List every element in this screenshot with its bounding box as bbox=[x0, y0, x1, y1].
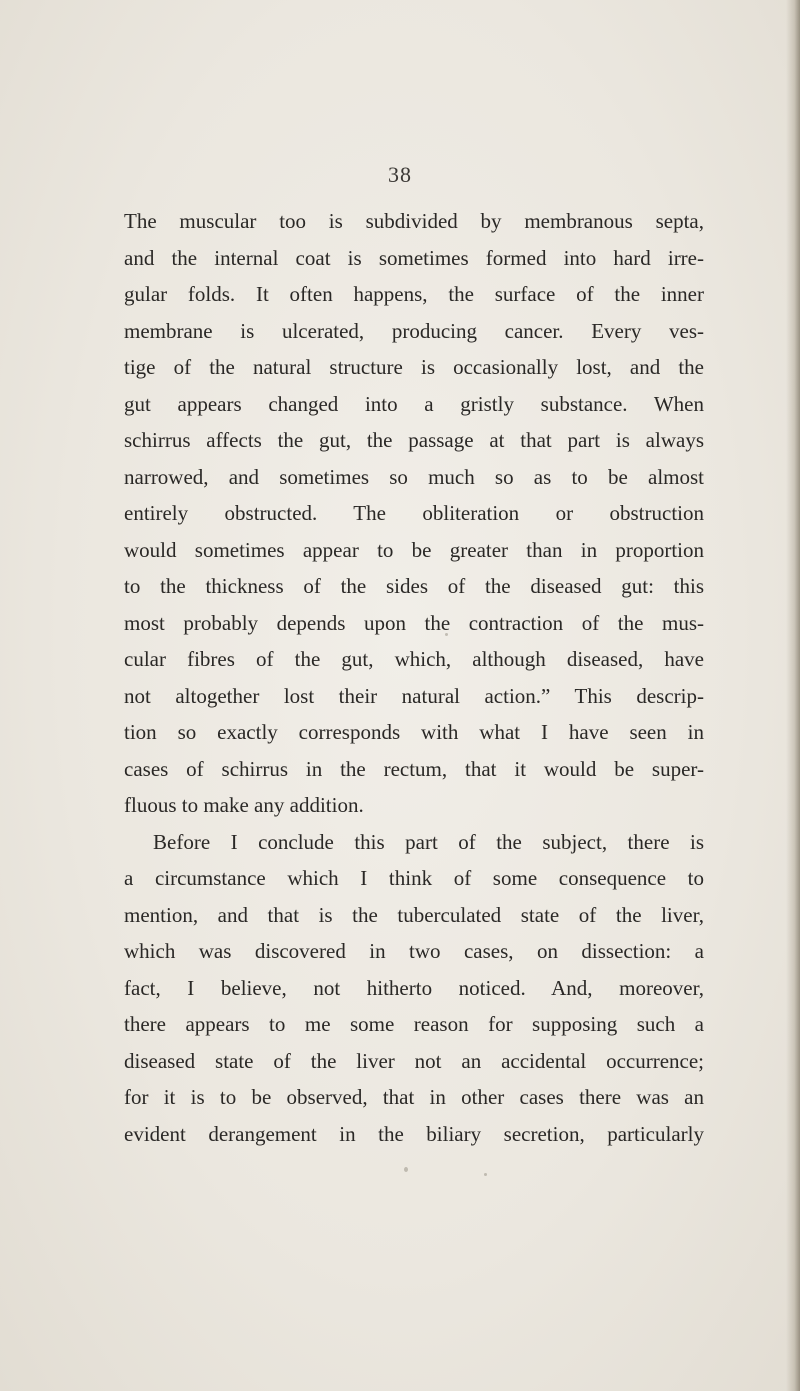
text-line: and the internal coat is sometimes formed into hard irre- bbox=[124, 245, 704, 270]
text-line: The muscular too is subdivided by membranous septa, bbox=[124, 209, 704, 233]
text-line: cases of schirrus in the rectum, that it would be super- bbox=[124, 756, 704, 781]
text-line: would sometimes appear to be greater than in proportion bbox=[124, 537, 704, 562]
text-line: mention, and that is the tuberculated state of the liver, bbox=[124, 902, 704, 927]
text-line: membrane is ulcerated, producing cancer. Every ves- bbox=[124, 318, 704, 343]
text-line: diseased state of the liver not an accidental occurrence; bbox=[124, 1048, 704, 1073]
text-line: to the thickness of the sides of the diseased gut: this bbox=[124, 574, 704, 598]
text-line: fact, I believe, not hitherto noticed. And, moreover, bbox=[124, 975, 704, 1000]
text-line: schirrus affects the gut, the passage at that part is always bbox=[124, 428, 704, 452]
paragraph-end-line: fluous to make any addition. bbox=[124, 793, 364, 817]
text-line: evident derangement in the biliary secretion, particularly bbox=[124, 1121, 704, 1146]
text-line: narrowed, and sometimes so much so as to be almost bbox=[124, 464, 704, 489]
text-line: cular fibres of the gut, which, although diseased, have bbox=[124, 647, 704, 671]
text-line: not altogether lost their natural action.” This descrip- bbox=[124, 683, 704, 708]
paper-speck bbox=[484, 1173, 487, 1176]
paper-speck bbox=[445, 633, 448, 636]
page-number: 38 bbox=[388, 162, 412, 187]
paper-speck bbox=[404, 1167, 408, 1172]
text-line: entirely obstructed. The obliteration or obstruction bbox=[124, 501, 704, 525]
paragraph-start-line: Before I conclude this part of the subject, there is bbox=[153, 829, 704, 854]
text-line: tige of the natural structure is occasionally lost, and the bbox=[124, 355, 704, 379]
page-edge-shadow bbox=[786, 0, 800, 1391]
text-line: most probably depends upon the contraction of the mus- bbox=[124, 610, 704, 635]
text-line: for it is to be observed, that in other cases there was an bbox=[124, 1085, 704, 1109]
body-text bbox=[124, 203, 704, 1152]
text-line: gular folds. It often happens, the surface of the inner bbox=[124, 282, 704, 306]
text-line: tion so exactly corresponds with what I have seen in bbox=[124, 720, 704, 744]
text-line: there appears to me some reason for supposing such a bbox=[124, 1012, 704, 1036]
text-line: which was discovered in two cases, on dissection: a bbox=[124, 939, 704, 963]
text-line: a circumstance which I think of some consequence to bbox=[124, 866, 704, 890]
text-line: gut appears changed into a gristly substance. When bbox=[124, 391, 704, 416]
